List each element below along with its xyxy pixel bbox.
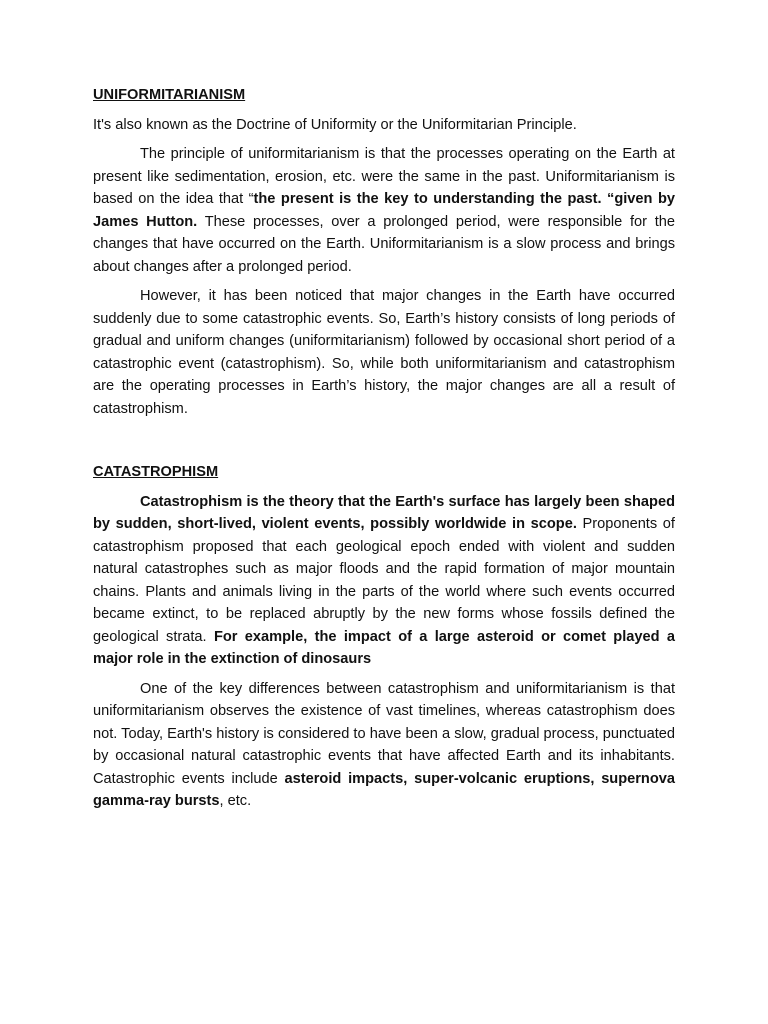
text-run: The principle of uniformitarianism is that the processes operating on the Earth at present like sedimentation, erosion, etc. were the same in the past. Uniformitarianism is based on the idea that “: [93, 146, 675, 207]
document-page: [93, 84, 675, 820]
catastrophism-paragraph-1: [93, 491, 675, 671]
text-run: Proponents of catastrophism proposed that each geological epoch ended with violent and sudden natural catastrophes such as major floods and the rapid formation of major mountain chains. Plants and animals living in the parts of the world where such events occurred became extinct, to be replaced abruptly by the new forms whose fossils defined the geological strata.: [93, 516, 675, 645]
section-heading-catastrophism: CATASTROPHISM: [93, 464, 219, 480]
intro-paragraph: It's also known as the Doctrine of Uniformity or the Uniformitarian Principle.: [93, 116, 577, 133]
bold-definition: Catastrophism is the theory that the Earth's surface has largely been shaped by sudden, short-lived, violent events, possibly worldwide in scope.: [93, 493, 675, 532]
bold-events: asteroid impacts, super-volcanic eruptions, supernova gamma-ray bursts: [93, 770, 675, 809]
bold-example: For example, the impact of a large asteroid or comet played a major role in the extinction of dinosaurs: [93, 628, 675, 667]
bold-quote: the present is the key to understanding the past. “given by James Hutton.: [93, 191, 675, 230]
text-run: These processes, over a prolonged period, were responsible for the changes that have occurred on the Earth. Uniformitarianism is a slow process and brings about changes after a prolonged period.: [93, 213, 675, 275]
section-heading-uniformitarianism: UNIFORMITARIANISM: [93, 87, 246, 103]
text-run: , etc.: [219, 793, 252, 809]
text-run: One of the key differences between catastrophism and uniformitarianism is that uniformitarianism observes the existence of vast timelines, whereas catastrophism does not. Today, Earth's history is considered to have been a slow, gradual process, punctuated by occasional natural catastrophic events that have affected Earth and its inhabitants. Catastrophic events include: [93, 680, 675, 787]
uniformitarianism-paragraph-2: However, it has been noticed that major changes in the Earth have occurred suddenly due to some catastrophic events. So, Earth’s history consists of long periods of gradual and uniform changes (uniformitarianism) followed by occasional short period of a catastrophic event (catastrophism). So, while both uniformitarianism and catastrophism are the operating processes in Earth’s history, the major changes are all a result of catastrophism.: [93, 288, 675, 417]
section-spacer: [93, 427, 675, 461]
catastrophism-paragraph-2: [93, 678, 675, 813]
uniformitarianism-paragraph-1: [93, 143, 675, 278]
